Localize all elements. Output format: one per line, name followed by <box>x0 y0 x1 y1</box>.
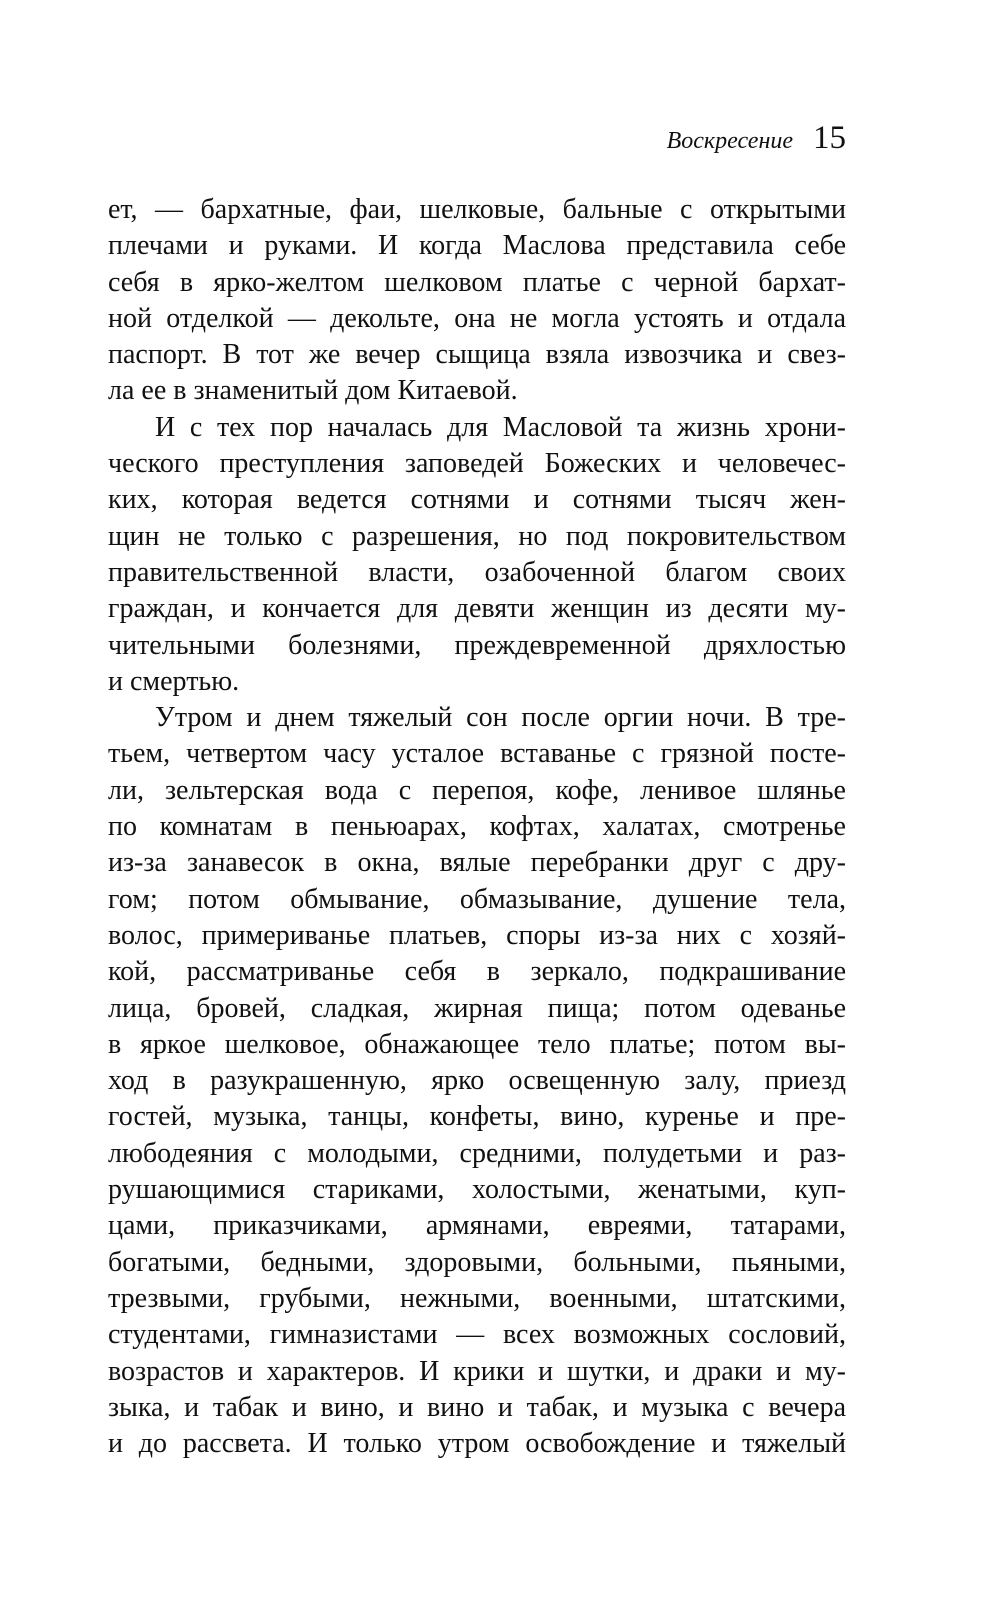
text-line: себя в ярко-желтом шелковом платье с черной бархат- <box>108 266 846 298</box>
text-line: по комнатам в пеньюарах, кофтах, халатах, смотренье <box>108 811 846 843</box>
text-line: и до рассвета. И только утром освобождение и тяжелый <box>108 1428 846 1460</box>
text-line: плечами и руками. И когда Маслова представила себе <box>108 230 846 262</box>
text-line: возрастов и характеров. И крики и шутки, и драки и му- <box>108 1355 846 1387</box>
text-line: правительственной власти, озабоченной благом своих <box>108 556 846 588</box>
text-line: и смертью. <box>108 665 240 697</box>
text-line: студентами, гимназистами — всех возможных сословий, <box>108 1319 846 1351</box>
text-line: гом; потом обмывание, обмазывание, душение тела, <box>108 883 846 915</box>
text-line: трезвыми, грубыми, нежными, военными, штатскими, <box>108 1282 846 1314</box>
text-line: И с тех пор началась для Масловой та жизнь хрони- <box>155 411 846 443</box>
text-line: ли, зельтерская вода с перепоя, кофе, ленивое шлянье <box>108 774 846 806</box>
text-line: граждан, и кончается для девяти женщин из десяти му- <box>108 593 846 625</box>
text-line: паспорт. В тот же вечер сыщица взяла извозчика и свез- <box>108 339 846 371</box>
text-line: ет, — бархатные, фаи, шелковые, бальные с открытыми <box>108 194 846 225</box>
text-line: зыка, и табак и вино, и вино и табак, и музыка с вечера <box>108 1391 846 1423</box>
text-line: ческого преступления заповедей Божеских и человечес- <box>108 448 846 480</box>
text-line: тьем, четвертом часу усталое вставанье с грязной посте- <box>108 738 846 770</box>
text-line: волос, примериванье платьев, споры из-за них с хозяй- <box>108 919 846 951</box>
text-line: гостей, музыка, танцы, конфеты, вино, куренье и пре- <box>108 1101 846 1133</box>
text-line: кой, рассматриванье себя в зеркало, подкрашивание <box>108 956 846 988</box>
text-line: рушающимися стариками, холостыми, женатыми, куп- <box>108 1174 846 1206</box>
text-line: цами, приказчиками, армянами, евреями, татарами, <box>108 1210 846 1242</box>
text-line: ной отделкой — декольте, она не могла устоять и отдала <box>108 302 846 334</box>
text-line: чительными болезнями, преждевременной дряхлостью <box>108 629 846 661</box>
text-line: ких, которая ведется сотнями и сотнями тысяч жен- <box>108 484 846 516</box>
text-line: в яркое шелковое, обнажающее тело платье; потом вы- <box>108 1028 846 1060</box>
text-line: ла ее в знаменитый дом Китаевой. <box>108 375 518 407</box>
text-line: любодеяния с молодыми, средними, полудетьми и раз- <box>108 1137 846 1169</box>
text-line: из-за занавесок в окна, вялые перебранки друг с дру- <box>108 847 846 879</box>
text-line: богатыми, бедными, здоровыми, больными, пьяными, <box>108 1246 846 1278</box>
book-title: Воскресение <box>666 128 793 154</box>
text-line: Утром и днем тяжелый сон после оргии ночи. В тре- <box>155 702 846 734</box>
text-line: ход в разукрашенную, ярко освещенную залу, приезд <box>108 1065 846 1097</box>
running-head <box>108 120 846 164</box>
text-line: лица, бровей, сладкая, жирная пища; потом одеванье <box>108 992 846 1024</box>
text-line: щин не только с разрешения, но под покровительством <box>108 520 846 552</box>
page-number: 15 <box>813 120 846 156</box>
body-text <box>108 192 846 1462</box>
